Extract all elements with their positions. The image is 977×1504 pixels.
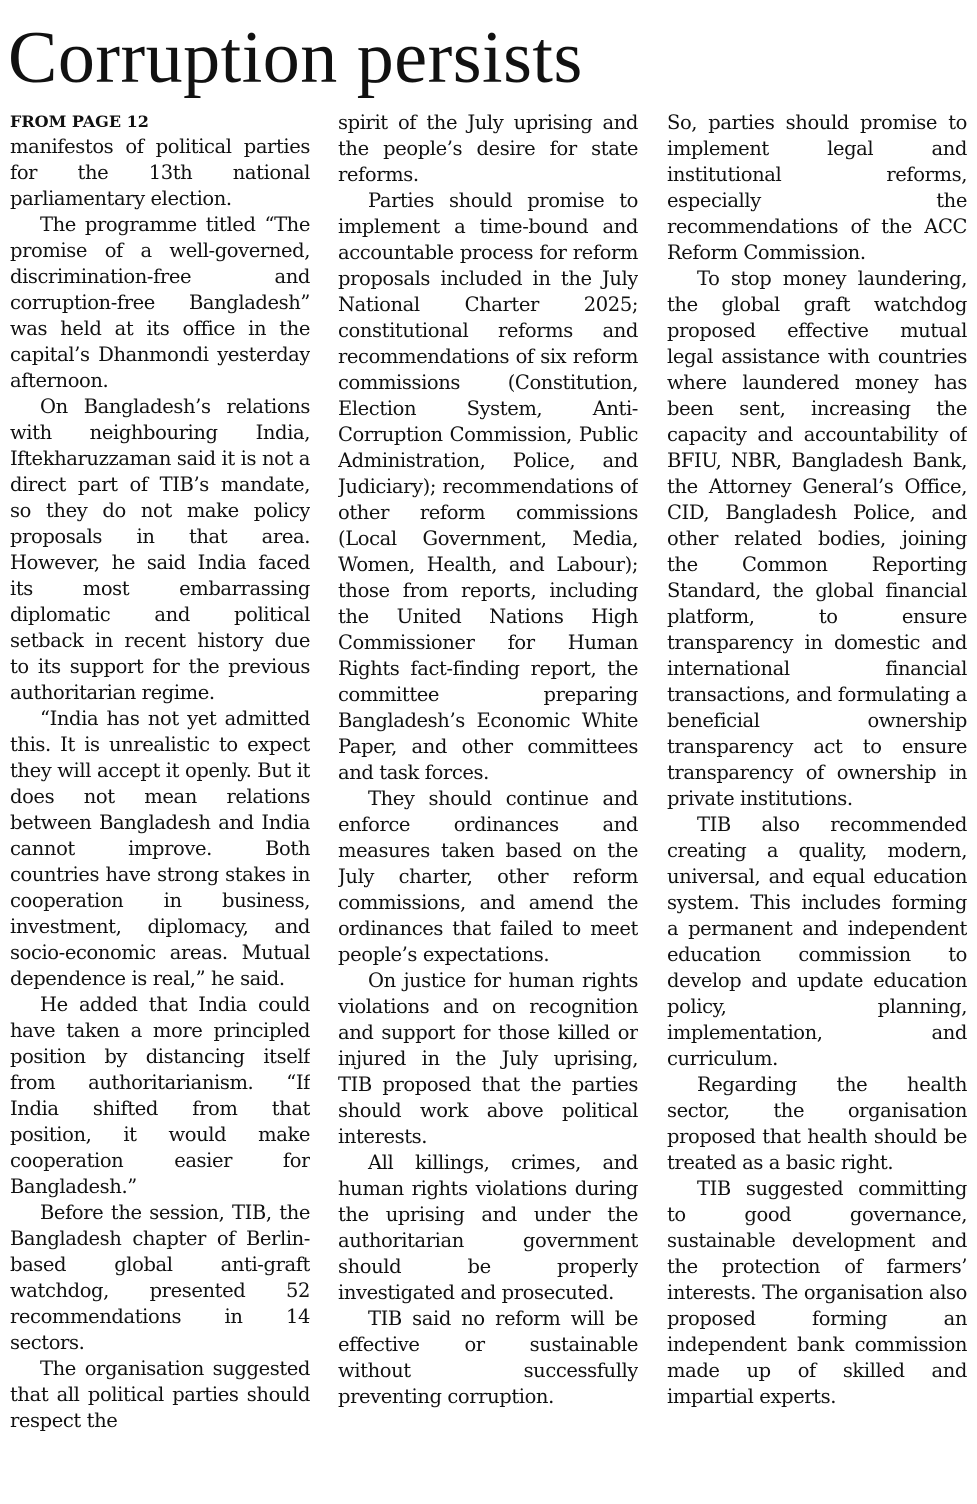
paragraph: So, parties should promise to implement legal and institutional reforms, especially the recommendations of the ACC Reform Commission.: [667, 111, 967, 264]
paragraph: He added that India could have taken a more principled position by distancing itself from authoritarianism. “If India shifted from that position, it would make cooperation easier for Bangladesh.”: [10, 993, 310, 1198]
paragraph: All killings, crimes, and human rights violations during the uprising and under the authoritarian government should be properly investigated and prosecuted.: [338, 1151, 638, 1304]
article-column-3: [667, 110, 967, 1495]
paragraph: They should continue and enforce ordinances and measures taken based on the July charter, other reform commissions, and amend the ordinances that failed to meet people’s expectations.: [338, 787, 638, 966]
paragraph: Regarding the health sector, the organisation proposed that health should be treated as a basic right.: [667, 1073, 967, 1174]
paragraph: “India has not yet admitted this. It is unrealistic to expect they will accept it openly. But it does not mean relations between Bangladesh and India cannot improve. Both countries have strong stakes in cooperation in business, investment, diplomacy, and socio-economic areas. Mutual dependence is real,” he said.: [10, 707, 310, 990]
paragraph: On Bangladesh’s relations with neighbouring India, Iftekharuzzaman said it is not a direct part of TIB’s mandate, so they do not make policy proposals in that area. However, he said India faced its most embarrassing diplomatic and political setback in recent history due to its support for the previous authoritarian regime.: [10, 395, 310, 704]
paragraph: Before the session, TIB, the Bangladesh chapter of Berlin-based global anti-graft watchdog, presented 52 recommendations in 14 sectors.: [10, 1201, 310, 1354]
paragraph: TIB also recommended creating a quality, modern, universal, and equal education system. This includes forming a permanent and independent education commission to develop and update education policy, planning, implementation, and curriculum.: [667, 813, 967, 1070]
paragraph: spirit of the July uprising and the people’s desire for state reforms.: [338, 111, 638, 186]
paragraph: TIB said no reform will be effective or sustainable without successfully preventing corruption.: [338, 1307, 638, 1408]
paragraph: On justice for human rights violations and on recognition and support for those killed or injured in the July uprising, TIB proposed that the parties should work above political interests.: [338, 969, 638, 1148]
paragraph: The organisation suggested that all political parties should respect the: [10, 1357, 310, 1432]
paragraph: manifestos of political parties for the 13th national parliamentary election.: [10, 135, 310, 210]
continuation-kicker: FROM PAGE 12: [10, 112, 149, 131]
paragraph: TIB suggested committing to good governance, sustainable development and the protection of farmers’ interests. The organisation also proposed forming an independent bank commission made up of skilled and impartial experts.: [667, 1177, 967, 1408]
article-column-1: [10, 110, 310, 1495]
paragraph: The programme titled “The promise of a well-governed, discrimination-free and corruption-free Bangladesh” was held at its office in the capital’s Dhanmondi yesterday afternoon.: [10, 213, 310, 392]
paragraph: Parties should promise to implement a time-bound and accountable process for reform proposals included in the July National Charter 2025; constitutional reforms and recommendations of six reform commissions (Constitution, Election System, Anti-Corruption Commission, Public Administration, Police, and Judiciary); recommendations of other reform commissions (Local Government, Media, Women, Health, and Labour); those from reports, including the United Nations High Commissioner for Human Rights fact-finding report, the committee preparing Bangladesh’s Economic White Paper, and other committees and task forces.: [338, 189, 638, 784]
headline: Corruption persists: [8, 17, 583, 99]
article-column-2: [338, 110, 638, 1495]
paragraph: To stop money laundering, the global graft watchdog proposed effective mutual legal assistance with countries where laundered money has been sent, increasing the capacity and accountability of BFIU, NBR, Bangladesh Bank, the Attorney General’s Office, CID, Bangladesh Police, and other related bodies, joining the Common Reporting Standard, the global financial platform, to ensure transparency in domestic and international financial transactions, and formulating a beneficial ownership transparency act to ensure transparency of ownership in private institutions.: [667, 267, 967, 810]
